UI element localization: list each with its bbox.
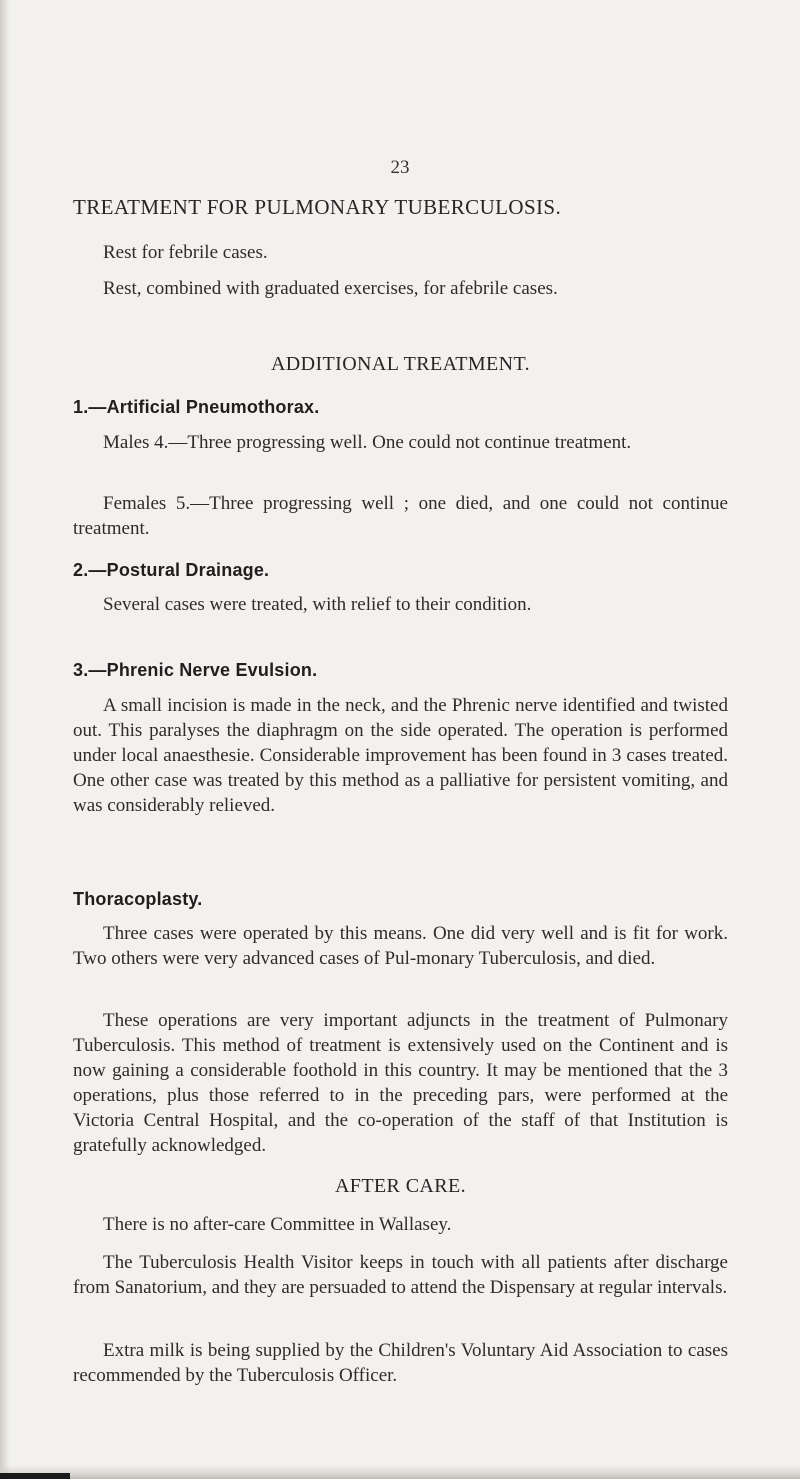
after-care-para-3: Extra milk is being supplied by the Children's Voluntary Aid Association to cases recommended by the Tuberculosis Officer. bbox=[73, 1340, 728, 1386]
section-3-text: A small incision is made in the neck, and the Phrenic nerve identified and twisted out. This paralyses the diaphragm on the side operated. The operation is performed under local anaesthesie. Considerable improvement has been found in 3 cases treated. One other case was treated by this method as a palliative for persistent vomiting, and was considerably relieved. bbox=[73, 695, 728, 816]
thoracoplasty-text-2: These operations are very important adjuncts in the treatment of Pulmonary Tuberculosis. This method of treatment is extensively used on the Continent and is now gaining a considerable foothold in this country. It may be mentioned that the 3 operations, plus those referred to in the preceding pars, were performed at the Victoria Central Hospital, and the co-operation of the staff of that Institution is gratefully acknowledged. bbox=[73, 1010, 728, 1156]
page-number: 23 bbox=[390, 157, 410, 178]
section-2-text: Several cases were treated, with relief to their condition. bbox=[103, 594, 532, 615]
thoracoplasty-text-1: Three cases were operated by this means. One did very well and is fit for work. Two others were very advanced cases of Pul-monary Tuberculosis, and died. bbox=[73, 923, 728, 969]
section-1-males: Males 4.—Three progressing well. One could not continue treatment. bbox=[103, 432, 632, 453]
treatment-heading: TREATMENT FOR PULMONARY TUBERCULOSIS. bbox=[73, 195, 562, 219]
section-2-title: 2.—Postural Drainage. bbox=[73, 560, 270, 580]
treatment-line-2: Rest, combined with graduated exercises, for afebrile cases. bbox=[103, 278, 558, 299]
thoracoplasty-title: Thoracoplasty. bbox=[73, 889, 203, 909]
page-corner-shadow bbox=[0, 1473, 70, 1479]
additional-treatment-heading: ADDITIONAL TREATMENT. bbox=[270, 353, 531, 375]
treatment-line-1: Rest for febrile cases. bbox=[103, 242, 268, 263]
after-care-para-1: There is no after-care Committee in Wallasey. bbox=[103, 1214, 452, 1235]
section-1-females: Females 5.—Three progressing well ; one died, and one could not continue treatment. bbox=[73, 493, 728, 539]
section-1-title: 1.—Artificial Pneumothorax. bbox=[73, 397, 320, 417]
after-care-para-2: The Tuberculosis Health Visitor keeps in touch with all patients after discharge from Sanatorium, and they are persuaded to attend the Dispensary at regular intervals. bbox=[73, 1252, 728, 1298]
section-3-title: 3.—Phrenic Nerve Evulsion. bbox=[73, 660, 318, 680]
binding-shadow bbox=[0, 0, 10, 1479]
page-bottom-edge bbox=[0, 1465, 800, 1479]
after-care-heading: AFTER CARE. bbox=[334, 1175, 467, 1197]
